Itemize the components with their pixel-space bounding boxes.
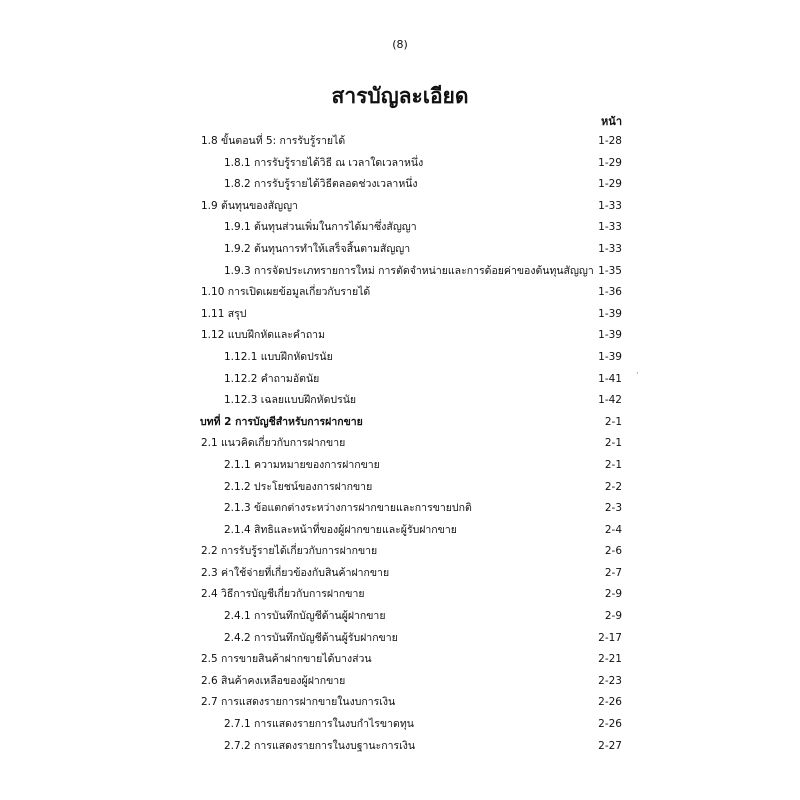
toc-entry-label: 2.1.1 ความหมายของการฝากขาย [224, 458, 380, 471]
toc-entry-page: 1-39 [598, 350, 622, 363]
toc-entry-label: 2.7.2 การแสดงรายการในงบฐานะการเงิน [224, 739, 416, 752]
toc-entry-page: 1-41 [598, 372, 622, 385]
toc-entry-label: 1.9.2 ต้นทุนการทำให้เสร็จสิ้นตามสัญญา [224, 242, 411, 255]
toc-entry-label: 2.7 การแสดงรายการฝากขายในงบการเงิน [201, 696, 396, 709]
toc-entry [0, 154, 800, 176]
toc-entry-page: 2-21 [598, 653, 622, 666]
toc-entry-page: 2-6 [604, 545, 622, 558]
toc-entry [0, 564, 800, 586]
toc-entry-label: 1.12 แบบฝึกหัดและคำถาม [201, 329, 326, 342]
toc-entry-page: 2-2 [604, 480, 622, 493]
toc-entry [0, 370, 800, 392]
toc-entry-page: 1-35 [598, 264, 622, 277]
toc-entry-label: 2.4.1 การบันทึกบัญชีด้านผู้ฝากขาย [224, 610, 386, 623]
toc-entry-page: 1-29 [598, 178, 622, 191]
toc-entry-page: 2-3 [604, 502, 622, 515]
toc-list [0, 132, 800, 758]
toc-entry [0, 478, 800, 500]
toc-entry [0, 348, 800, 370]
toc-entry-label: 1.12.3 เฉลยแบบฝึกหัดปรนัย [224, 394, 357, 407]
toc-entry-page: 2-27 [598, 739, 622, 752]
toc-entry-page: 1-39 [598, 307, 622, 320]
toc-entry-label: 2.1.2 ประโยชน์ของการฝากขาย [224, 480, 373, 493]
toc-entry [0, 326, 800, 348]
toc-entry [0, 413, 800, 435]
toc-entry [0, 218, 800, 240]
toc-entry-label: 2.1.4 สิทธิและหน้าที่ของผู้ฝากขายและผู้รับฝากขาย [224, 523, 457, 536]
toc-entry [0, 240, 800, 262]
toc-entry [0, 262, 800, 284]
toc-entry-label: 2.1 แนวคิดเกี่ยวกับการฝากขาย [201, 437, 346, 450]
toc-entry-label: 1.9.1 ต้นทุนส่วนเพิ่มในการได้มาซึ่งสัญญา [224, 221, 417, 234]
toc-entry [0, 629, 800, 651]
toc-entry-label: 1.12.2 คำถามอัตนัย [224, 372, 320, 385]
toc-entry [0, 434, 800, 456]
toc-entry-label: 2.4 วิธีการบัญชีเกี่ยวกับการฝากขาย [201, 588, 365, 601]
toc-entry-label: 2.2 การรับรู้รายได้เกี่ยวกับการฝากขาย [201, 545, 378, 558]
page-number: (8) [392, 38, 408, 51]
toc-entry-label: 1.12.1 แบบฝึกหัดปรนัย [224, 350, 333, 363]
toc-entry-page: 1-29 [598, 156, 622, 169]
toc-entry [0, 672, 800, 694]
toc-entry [0, 521, 800, 543]
toc-entry-label: 1.11 สรุป [201, 307, 247, 320]
toc-entry [0, 542, 800, 564]
toc-entry-label: 1.9 ต้นทุนของสัญญา [201, 199, 298, 212]
toc-entry [0, 197, 800, 219]
toc-entry-page: 2-9 [604, 588, 622, 601]
toc-entry-page: 1-33 [598, 199, 622, 212]
toc-entry-page: 2-4 [604, 523, 622, 536]
toc-entry-page: 2-1 [604, 415, 622, 428]
toc-entry [0, 650, 800, 672]
toc-entry-page: 1-33 [598, 242, 622, 255]
toc-entry [0, 693, 800, 715]
toc-entry-page: 1-28 [598, 135, 622, 147]
toc-entry-page: 1-36 [598, 286, 622, 299]
toc-entry-page: 1-39 [598, 329, 622, 342]
toc-entry-page: 2-26 [598, 696, 622, 709]
toc-entry [0, 175, 800, 197]
toc-entry [0, 456, 800, 478]
toc-entry-label: 1.9.3 การจัดประเภทรายการใหม่ การตัดจำหน่ายและการด้อยค่าของต้นทุนสัญญา [224, 264, 594, 277]
toc-entry-label: 2.6 สินค้าคงเหลือของผู้ฝากขาย [201, 674, 346, 687]
toc-entry [0, 391, 800, 413]
toc-entry [0, 283, 800, 305]
toc-entry [0, 607, 800, 629]
toc-entry-page: 1-33 [598, 221, 622, 234]
toc-entry [0, 737, 800, 759]
toc-entry-label: 1.8 ขั้นตอนที่ 5: การรับรู้รายได้ [201, 135, 346, 147]
toc-entry-label: บทที่ 2 การบัญชีสำหรับการฝากขาย [200, 415, 363, 428]
toc-entry-page: 2-26 [598, 718, 622, 731]
toc-entry-page: 2-7 [604, 566, 622, 579]
toc-entry-page: 2-23 [598, 674, 622, 687]
toc-entry [0, 585, 800, 607]
toc-entry [0, 305, 800, 327]
toc-entry [0, 499, 800, 521]
toc-entry-label: 1.10 การเปิดเผยข้อมูลเกี่ยวกับรายได้ [201, 286, 371, 299]
toc-entry [0, 132, 800, 154]
toc-entry-label: 1.8.2 การรับรู้รายได้วิธีตลอดช่วงเวลาหนึ่ง [224, 178, 418, 191]
toc-entry-page: 1-42 [598, 394, 622, 407]
toc-entry-label: 2.5 การขายสินค้าฝากขายได้บางส่วน [201, 653, 372, 666]
toc-entry [0, 715, 800, 737]
toc-entry-page: 2-1 [604, 437, 622, 450]
toc-entry-label: 2.1.3 ข้อแตกต่างระหว่างการฝากขายและการขายปกติ [224, 502, 472, 515]
stray-mark: · [636, 369, 639, 378]
toc-entry-page: 2-17 [598, 631, 622, 644]
toc-entry-label: 2.3 ค่าใช้จ่ายที่เกี่ยวข้องกับสินค้าฝากขาย [201, 566, 390, 579]
toc-entry-label: 2.7.1 การแสดงรายการในงบกำไรขาดทุน [224, 718, 414, 731]
toc-entry-label: 2.4.2 การบันทึกบัญชีด้านผู้รับฝากขาย [224, 631, 398, 644]
toc-entry-page: 2-1 [604, 458, 622, 471]
page-title: สารบัญละเอียด [331, 84, 469, 108]
page-column-header: หน้า [601, 115, 622, 128]
toc-entry-page: 2-9 [604, 610, 622, 623]
toc-entry-label: 1.8.1 การรับรู้รายได้วิธี ณ เวลาใดเวลาหนึ่ง [224, 156, 424, 169]
